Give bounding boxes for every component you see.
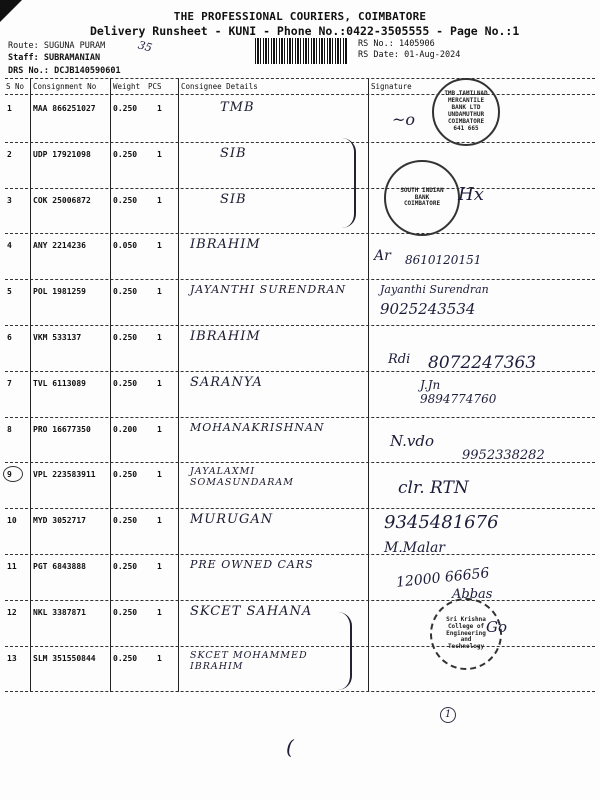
phone-row6: 8072247363	[428, 353, 537, 373]
stamp-text: TMB TAMILNAD MERCANTILE BANK LTD UNDAMUTHUR COIMBATORE 641 665	[444, 90, 488, 132]
rs-no-field	[358, 39, 435, 49]
row-consignee: SKCET SAHANA	[190, 603, 313, 619]
row-consignment: MYD 3052717	[33, 516, 86, 526]
row-sno: 6	[7, 333, 12, 342]
row-separator	[5, 188, 595, 189]
row-consignee: JAYANTHI SURENDRAN	[190, 283, 347, 297]
signature-row4: Ar	[374, 248, 391, 264]
signature-row12: Go	[486, 618, 508, 636]
row-pcs: 1	[157, 607, 162, 617]
drs-label: DRS No.:	[8, 66, 49, 76]
row-pcs: 1	[157, 516, 162, 526]
stamp-text: Sri Krishna College of Engineering and Technology	[446, 615, 486, 651]
signature-row7: J.Jn	[420, 378, 441, 392]
name-row5: Jayanthi Surendran	[380, 283, 489, 296]
row-weight: 0.250	[113, 607, 138, 617]
row-sno: 3	[7, 195, 12, 205]
sno-circle-mark	[3, 466, 23, 482]
staff-label: Staff:	[8, 53, 39, 63]
row-weight: 0.250	[113, 470, 138, 480]
document-subtitle: Delivery Runsheet - KUNI - Phone No.:0422-3505555 - Page No.:1	[90, 24, 520, 38]
row-consignment: NKL 3387871	[33, 607, 86, 617]
col-header-consignee: Consignee Details	[181, 82, 258, 91]
row-consignment: POL 1981259	[33, 287, 86, 297]
name-row10: M.Malar	[384, 540, 445, 556]
signature-row8: N.vdo	[390, 432, 435, 450]
col-header-consignment: Consignment No	[33, 82, 97, 91]
row-pcs: 1	[157, 333, 162, 342]
row-pcs: 1	[157, 104, 162, 113]
rs-no-value: 1405906	[398, 39, 435, 49]
brace-rows-2-3	[340, 138, 356, 228]
row-weight: 0.250	[113, 195, 138, 205]
note-row9: clr. RTN	[398, 478, 469, 498]
brace-rows-12-13	[338, 612, 352, 690]
route-field	[8, 41, 105, 51]
drs-value: DCJB140590601	[54, 66, 121, 76]
rs-no-label: RS No.:	[358, 39, 394, 49]
row-pcs: 1	[157, 378, 162, 388]
row-consignment: COK 25006872	[33, 195, 91, 205]
row-weight: 0.250	[113, 653, 138, 663]
row-separator	[5, 233, 595, 234]
row-sno: 7	[7, 378, 12, 388]
row-separator	[5, 279, 595, 280]
row-separator	[5, 142, 595, 143]
row-sno: 11	[7, 562, 17, 571]
row-sno: 10	[7, 516, 17, 526]
row-sno: 2	[7, 149, 12, 159]
phone-row11: 12000 66656	[395, 565, 491, 591]
row-consignee: PRE OWNED CARS	[190, 558, 314, 571]
header-separator	[5, 94, 595, 95]
row-separator	[5, 691, 595, 692]
row-separator	[5, 646, 595, 647]
name-row11: Abbas	[452, 587, 493, 602]
row-consignee: JAYALAXMI SOMASUNDARAM	[190, 466, 294, 489]
row-consignee: SARANYA	[190, 374, 263, 390]
row-weight: 0.250	[113, 149, 138, 159]
stray-mark: (	[286, 735, 294, 759]
barcode	[255, 38, 347, 64]
handwritten-note: 35	[136, 38, 154, 55]
row-separator	[5, 417, 595, 418]
phone-row7: 9894774760	[420, 392, 497, 406]
row-consignment: UDP 17921098	[33, 149, 91, 159]
row-consignment: PGT 6843888	[33, 562, 86, 571]
row-consignment: SLM 351550844	[33, 653, 96, 663]
col-header-signature: Signature	[371, 82, 412, 91]
row-separator	[5, 554, 595, 555]
phone-row5: 9025243534	[380, 300, 476, 318]
row-weight: 0.250	[113, 333, 138, 342]
row-consignment: ANY 2214236	[33, 241, 86, 251]
row-consignment: MAA 866251027	[33, 104, 96, 113]
row-weight: 0.200	[113, 424, 138, 434]
stamp-text: SOUTH INDIAN BANK COIMBATORE	[400, 186, 444, 208]
document-title: THE PROFESSIONAL COURIERS, COIMBATORE	[173, 10, 427, 23]
row-consignment: VKM 533137	[33, 333, 82, 342]
row-weight: 0.250	[113, 516, 138, 526]
row-pcs: 1	[157, 470, 162, 480]
row-consignee: TMB	[220, 100, 255, 115]
row-consignment: VPL 223583911	[33, 470, 96, 480]
signature-row1: ~o	[392, 110, 416, 129]
row-consignee: IBRAHIM	[190, 329, 261, 344]
staff-field	[8, 53, 100, 63]
bank-stamp	[432, 78, 500, 146]
col-header-sno: S No	[6, 82, 25, 91]
row-pcs: 1	[157, 149, 162, 159]
row-pcs: 1	[157, 653, 162, 663]
col-header-weight: Weight	[113, 82, 141, 91]
row-pcs: 1	[157, 195, 162, 205]
row-consignment: PRO 16677350	[33, 424, 91, 434]
row-sno: 5	[7, 287, 12, 297]
row-pcs: 1	[157, 562, 162, 571]
row-consignee: MURUGAN	[190, 512, 274, 528]
route-value: SUGUNA PURAM	[43, 41, 106, 51]
row-consignee: SIB	[220, 145, 247, 161]
row-sno: 8	[7, 424, 12, 434]
phone-row4: 8610120151	[405, 253, 482, 267]
bank-stamp-2	[384, 160, 460, 236]
row-weight: 0.250	[113, 287, 138, 297]
row-pcs: 1	[157, 287, 162, 297]
row-pcs: 1	[157, 424, 162, 434]
table-top-border	[5, 78, 595, 79]
row-consignee: IBRAHIM	[190, 237, 261, 253]
route-label: Route:	[8, 41, 39, 51]
row-weight: 0.250	[113, 562, 138, 571]
row-weight: 0.250	[113, 104, 138, 113]
row-pcs: 1	[157, 241, 162, 251]
row-sno: 9	[7, 470, 12, 480]
row-sno: 13	[7, 653, 17, 663]
row-weight: 0.050	[113, 241, 138, 251]
row-separator	[5, 325, 595, 326]
row-separator	[5, 600, 595, 601]
footer-mark: 1	[440, 707, 456, 723]
row-sno: 4	[7, 241, 12, 251]
rs-date-value: 01-Aug-2024	[404, 50, 461, 60]
row-sno: 1	[7, 104, 12, 113]
row-consignee: SIB	[220, 191, 247, 207]
row-consignee: SKCET MOHAMMED IBRAHIM	[190, 649, 308, 672]
row-consignee: MOHANAKRISHNAN	[190, 420, 325, 434]
phone-row10: 9345481676	[384, 512, 499, 533]
row-weight: 0.250	[113, 378, 138, 388]
phone-row8: 9952338282	[462, 448, 545, 463]
row-separator	[5, 508, 595, 509]
signature-row6: Rdi	[388, 352, 411, 367]
row-consignment: TVL 6113089	[33, 378, 86, 388]
rs-date-label: RS Date:	[358, 50, 399, 60]
rs-date-field	[358, 50, 460, 60]
drs-field	[8, 66, 121, 76]
col-header-pcs: PCS	[148, 82, 162, 91]
signature-row3: Hx	[458, 184, 484, 205]
staff-value: SUBRAMANIAN	[43, 53, 101, 63]
row-sno: 12	[7, 607, 17, 617]
